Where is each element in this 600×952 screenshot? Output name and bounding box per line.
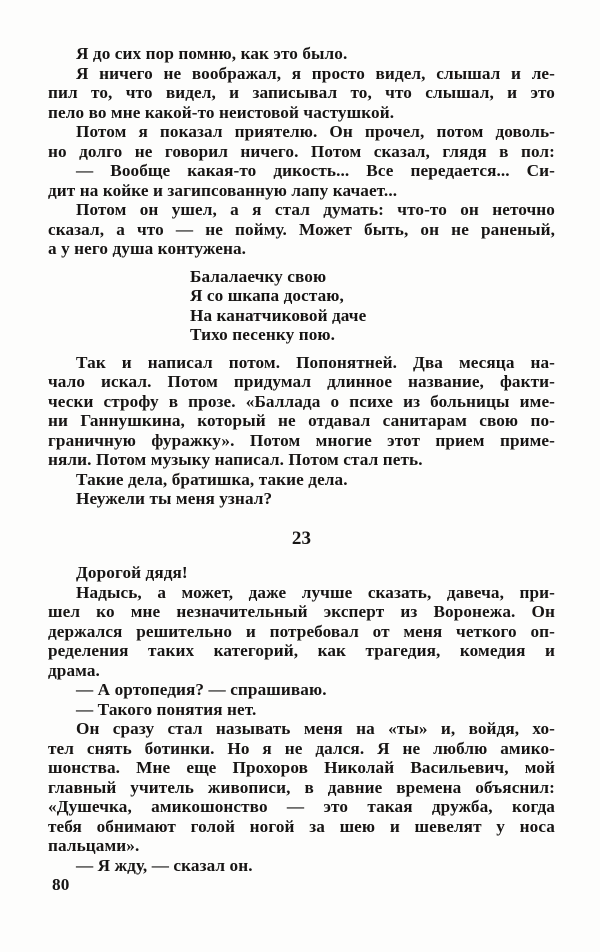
paragraph (48, 489, 555, 509)
paragraph (48, 64, 555, 123)
text-line: чало искал. Потом придумал длинное название, факти- (48, 372, 555, 391)
text-line: — Вообще какая-то дикость... Все передается... Си- (76, 161, 555, 180)
text-line: Так и написал потом. Попонятней. Два месяца на- (76, 352, 555, 372)
text-line: дит на койке и загипсованную лапу качает... (48, 180, 398, 200)
text-line: Потом я показал приятелю. Он прочел, потом доволь- (76, 122, 555, 141)
text-line: Я до сих пор помню, как это было. (76, 44, 348, 63)
text-line: держался решительно и потребовал от меня четкого оп- (48, 621, 555, 641)
text-line: Надысь, а может, даже лучше сказать, давеча, при- (76, 582, 555, 602)
text-line: граничную фуражку». Потом многие этот прием приме- (48, 430, 555, 450)
paragraph (48, 680, 555, 700)
text-line: — Я жду, — сказал он. (76, 855, 253, 875)
paragraph (48, 856, 555, 876)
section-heading: 23 (291, 527, 312, 549)
text-line: тел снять ботинки. Но я не дался. Я не люблю амико- (48, 738, 555, 758)
text-line: а у него душа контужена. (48, 239, 247, 258)
text-line: ределения таких категорий, как трагедия, комедия и (48, 641, 555, 660)
paragraph (48, 719, 555, 856)
text-line: шел ко мне незначительный эксперт из Воронежа. Он (48, 602, 555, 621)
text-line: Неужели ты меня узнал? (76, 489, 273, 508)
paragraph (48, 353, 555, 470)
text-line: Такие дела, братишка, такие дела. (76, 469, 348, 489)
paragraph (48, 700, 555, 720)
text-line: пело во мне какой-то неистовой частушкой. (48, 102, 395, 122)
paragraph (48, 161, 555, 200)
text-line: Я со шкапа достаю, (190, 286, 344, 305)
paragraph (48, 583, 555, 681)
paragraph (48, 122, 555, 161)
text-line: чески строфу в прозе. «Баллада о психе из больницы име- (48, 391, 555, 411)
text-line: — А ортопедия? — спрашиваю. (76, 680, 327, 699)
paragraph (48, 563, 555, 583)
text-area (48, 44, 555, 895)
text-line: сказал, а что — не пойму. Может быть, он не раненый, (48, 219, 555, 239)
text-line: но долго не говорил ничего. Потом сказал, глядя в пол: (48, 141, 555, 161)
text-line: Тихо песенку пою. (190, 325, 336, 344)
text-line: Он сразу стал называть меня на «ты» и, войдя, хо- (76, 719, 555, 738)
text-line: пил то, что видел, и записывал то, что слышал, и это (48, 83, 555, 102)
text-line: Балалаечку свою (190, 266, 327, 286)
text-line: ни Ганнушкина, который не отдавал санитарам свою по- (48, 411, 555, 430)
text-line: пальцами». (48, 836, 140, 855)
paragraph (48, 470, 555, 490)
text-line: Я ничего не воображал, я просто видел, слышал и ле- (76, 63, 555, 83)
paragraph (48, 200, 555, 259)
verse-block (48, 267, 555, 345)
text-line: «Душечка, амикошонство — это такая дружба, когда (48, 797, 555, 816)
text-line: тебя обнимают голой ногой за шею и шевелят у носа (48, 816, 555, 836)
paragraph (48, 44, 555, 64)
text-line: Дорогой дядя! (76, 563, 188, 582)
text-line: няли. Потом музыку написал. Потом стал петь. (48, 450, 423, 469)
text-line: — Такого понятия нет. (76, 699, 257, 719)
text-line: главный учитель живописи, в давние времена объяснил: (48, 777, 555, 797)
text-line: На канатчиковой даче (190, 305, 367, 325)
text-line: шонства. Мне еще Прохоров Николай Васильевич, мой (48, 758, 555, 777)
text-line: драма. (48, 660, 100, 680)
text-line: Потом он ушел, а я стал думать: что-то он неточно (76, 200, 555, 219)
page-number: 80 (52, 875, 70, 894)
